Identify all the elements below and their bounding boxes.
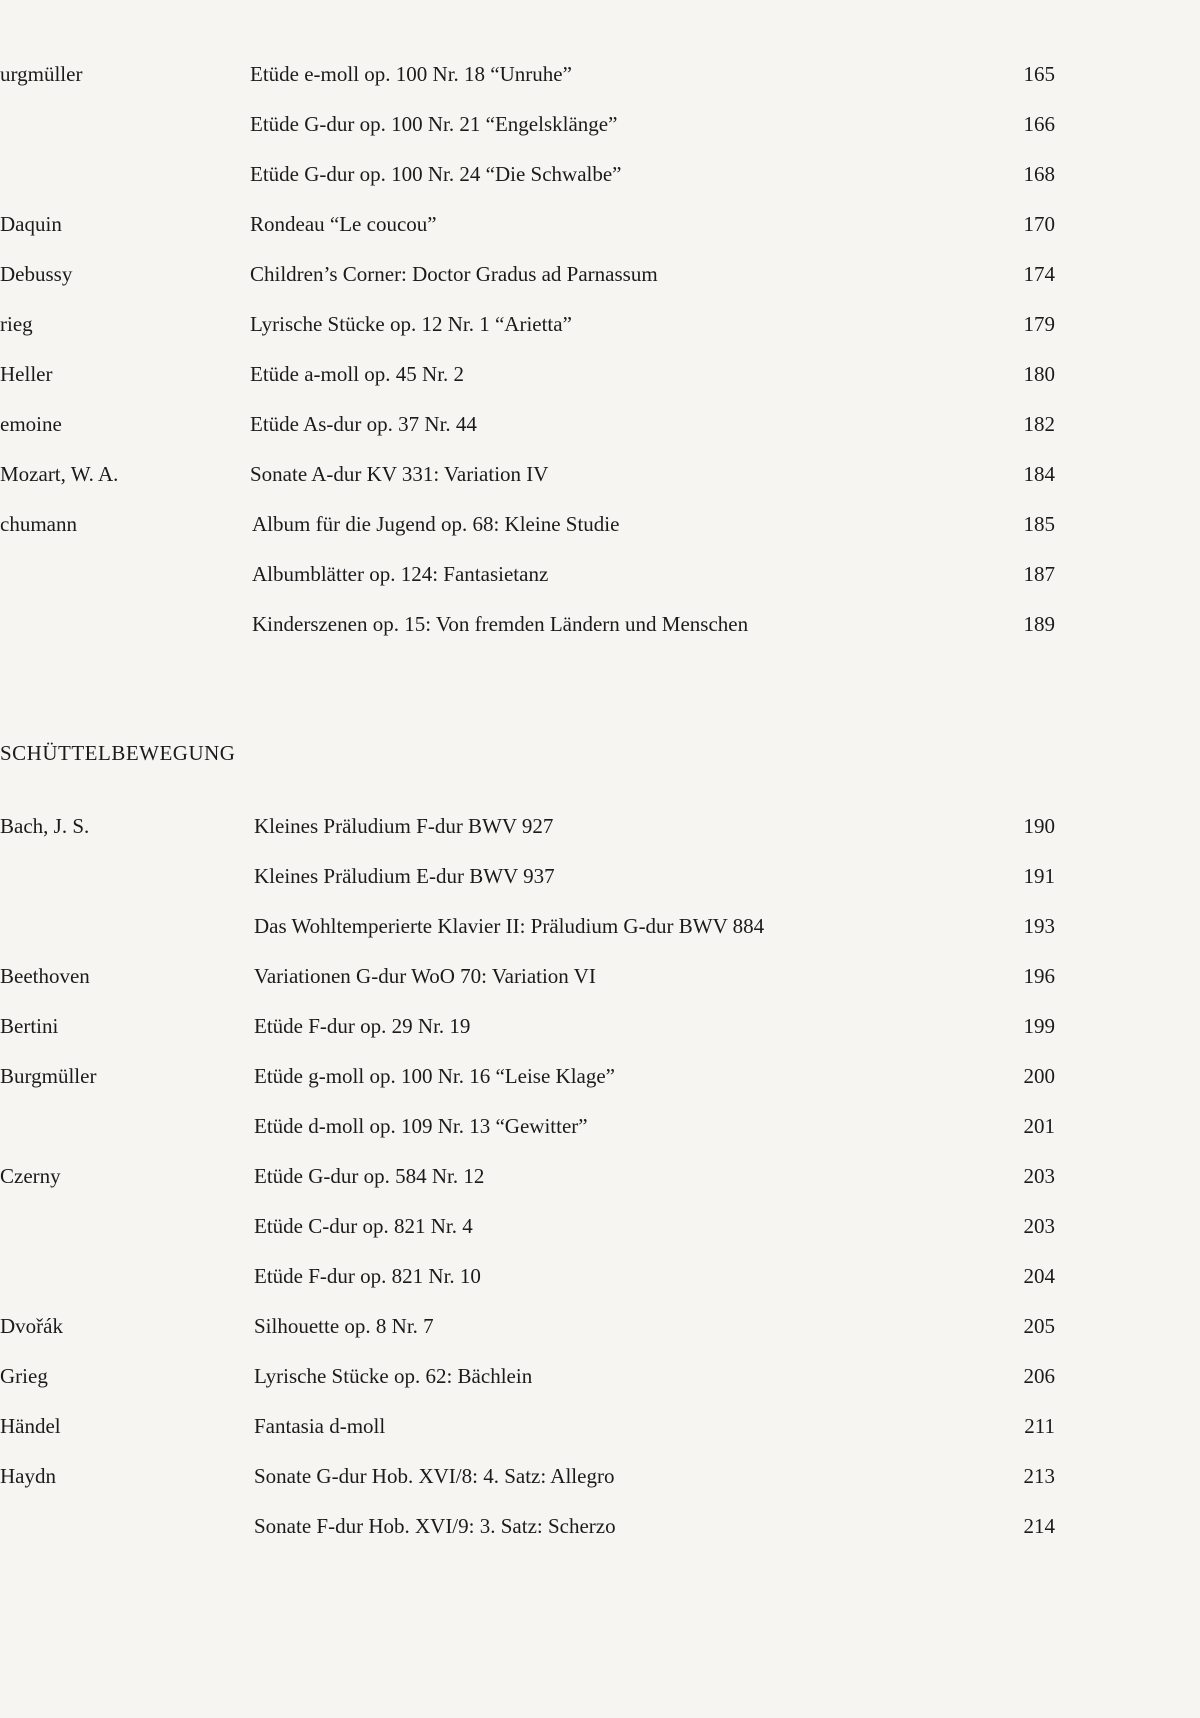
- index-entry: [0, 1056, 1200, 1096]
- page-number: 180: [1023, 362, 1055, 386]
- composer-name: Burgmüller: [0, 1064, 97, 1088]
- page-number: 204: [1023, 1264, 1055, 1288]
- index-entry: [0, 806, 1200, 846]
- page-number: 187: [1023, 562, 1055, 586]
- work-title: Album für die Jugend op. 68: Kleine Studie: [252, 512, 620, 536]
- work-title: Silhouette op. 8 Nr. 7: [254, 1314, 434, 1338]
- page-number: 211: [1024, 1414, 1055, 1438]
- index-entry: [0, 1206, 1200, 1246]
- index-entry: [0, 1156, 1200, 1196]
- composer-name: Mozart, W. A.: [0, 462, 119, 486]
- index-entry: [0, 54, 1200, 94]
- work-title: Fantasia d-moll: [254, 1414, 386, 1438]
- page-number: 190: [1023, 814, 1055, 838]
- index-entry: [0, 1406, 1200, 1446]
- work-title: Das Wohltemperierte Klavier II: Präludium G-dur BWV 884: [254, 914, 765, 938]
- page-number: 170: [1023, 212, 1055, 236]
- page-number: 203: [1023, 1164, 1055, 1188]
- work-title: Etüde F-dur op. 29 Nr. 19: [254, 1014, 471, 1038]
- index-entry: [0, 204, 1200, 244]
- work-title: Sonate F-dur Hob. XVI/9: 3. Satz: Scherzo: [254, 1514, 616, 1538]
- page-number: 179: [1023, 312, 1055, 336]
- composer-name: Haydn: [0, 1464, 56, 1488]
- composer-name: Beethoven: [0, 964, 90, 988]
- page-number: 203: [1023, 1214, 1055, 1238]
- work-title: Children’s Corner: Doctor Gradus ad Parnassum: [250, 262, 658, 286]
- page-number: 196: [1023, 964, 1055, 988]
- composer-name: Heller: [0, 362, 53, 386]
- page-number: 193: [1023, 914, 1055, 938]
- index-entry: [0, 504, 1200, 544]
- work-title: Lyrische Stücke op. 62: Bächlein: [254, 1364, 533, 1388]
- page-number: 166: [1023, 112, 1055, 136]
- work-title: Kleines Präludium E-dur BWV 937: [254, 864, 555, 888]
- page-number: 184: [1023, 462, 1055, 486]
- composer-name: Bach, J. S.: [0, 814, 90, 838]
- work-title: Etüde a-moll op. 45 Nr. 2: [250, 362, 465, 386]
- page-number: 201: [1023, 1114, 1055, 1138]
- work-title: Variationen G-dur WoO 70: Variation VI: [254, 964, 596, 988]
- composer-name: rieg: [0, 312, 33, 336]
- index-entry: [0, 1356, 1200, 1396]
- index-entry: [0, 906, 1200, 946]
- page-number: 213: [1023, 1464, 1055, 1488]
- work-title: Etüde d-moll op. 109 Nr. 13 “Gewitter”: [254, 1114, 588, 1138]
- page-number: 182: [1023, 412, 1055, 436]
- work-title: Rondeau “Le coucou”: [250, 212, 437, 236]
- index-entry: [0, 1006, 1200, 1046]
- index-entry: [0, 1256, 1200, 1296]
- composer-name: emoine: [0, 412, 62, 436]
- page-number: 205: [1023, 1314, 1055, 1338]
- index-entry: [0, 856, 1200, 896]
- index-entry: [0, 604, 1200, 644]
- composer-name: urgmüller: [0, 62, 83, 86]
- index-entry: [0, 454, 1200, 494]
- composer-name: Bertini: [0, 1014, 59, 1038]
- work-title: Etüde As-dur op. 37 Nr. 44: [250, 412, 477, 436]
- page-number: 165: [1023, 62, 1055, 86]
- index-entry: [0, 1306, 1200, 1346]
- work-title: Lyrische Stücke op. 12 Nr. 1 “Arietta”: [250, 312, 572, 336]
- work-title: Sonate A-dur KV 331: Variation IV: [250, 462, 549, 486]
- composer-name: Daquin: [0, 212, 62, 236]
- page-number: 200: [1023, 1064, 1055, 1088]
- work-title: Etüde F-dur op. 821 Nr. 10: [254, 1264, 481, 1288]
- work-title: Etüde e-moll op. 100 Nr. 18 “Unruhe”: [250, 62, 572, 86]
- page-number: 191: [1023, 864, 1055, 888]
- page-number: 214: [1023, 1514, 1055, 1538]
- page-number: 174: [1023, 262, 1055, 286]
- work-title: Etüde G-dur op. 100 Nr. 24 “Die Schwalbe”: [250, 162, 622, 186]
- page-number: 189: [1023, 612, 1055, 636]
- index-entry: [0, 104, 1200, 144]
- composer-name: Czerny: [0, 1164, 61, 1188]
- page-number: 168: [1023, 162, 1055, 186]
- index-entry: [0, 1456, 1200, 1496]
- work-title: Albumblätter op. 124: Fantasietanz: [252, 562, 549, 586]
- work-title: Kleines Präludium F-dur BWV 927: [254, 814, 554, 838]
- work-title: Etüde g-moll op. 100 Nr. 16 “Leise Klage”: [254, 1064, 615, 1088]
- composer-name: chumann: [0, 512, 77, 536]
- page-number: 199: [1023, 1014, 1055, 1038]
- composer-name: Debussy: [0, 262, 73, 286]
- index-entry: [0, 404, 1200, 444]
- page-number: 185: [1023, 512, 1055, 536]
- index-entry: [0, 154, 1200, 194]
- index-entry: [0, 554, 1200, 594]
- index-entry: [0, 1106, 1200, 1146]
- index-entry: [0, 254, 1200, 294]
- work-title: Etüde G-dur op. 100 Nr. 21 “Engelsklänge”: [250, 112, 618, 136]
- index-entry: [0, 304, 1200, 344]
- work-title: Sonate G-dur Hob. XVI/8: 4. Satz: Allegro: [254, 1464, 615, 1488]
- work-title: Etüde G-dur op. 584 Nr. 12: [254, 1164, 485, 1188]
- page-number: 206: [1023, 1364, 1055, 1388]
- composer-name: Dvořák: [0, 1314, 63, 1338]
- section-heading: SCHÜTTELBEWEGUNG: [0, 741, 236, 765]
- composer-name: Händel: [0, 1414, 61, 1438]
- index-entry: [0, 956, 1200, 996]
- index-entry: [0, 1506, 1200, 1546]
- work-title: Etüde C-dur op. 821 Nr. 4: [254, 1214, 473, 1238]
- composer-name: Grieg: [0, 1364, 48, 1388]
- work-title: Kinderszenen op. 15: Von fremden Ländern und Menschen: [252, 612, 749, 636]
- index-entry: [0, 354, 1200, 394]
